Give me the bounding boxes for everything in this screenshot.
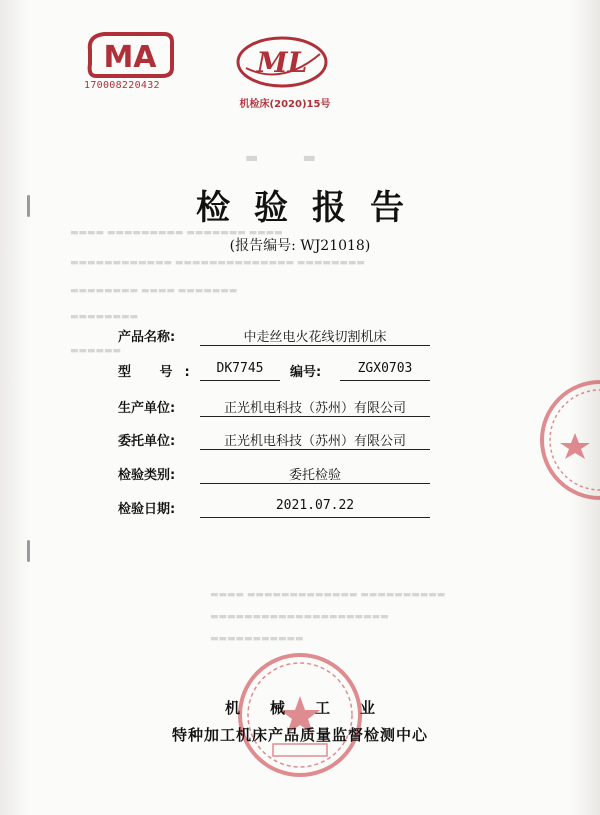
field-label: 检验日期: — [118, 502, 176, 517]
bleed-through: ▬▬▬▬ ▬▬▬▬▬▬▬▬▬▬▬▬▬ ▬▬▬▬▬▬▬▬▬▬ — [210, 590, 446, 600]
bleed-through: ▬▬▬▬▬▬▬▬▬▬▬▬▬▬▬▬▬▬▬▬▬ — [210, 612, 389, 622]
cma-mark-text: MA — [103, 40, 157, 75]
issuer-line-1: 机械工业 — [224, 699, 405, 717]
field-label: 产品名称: — [118, 330, 176, 345]
ml-logo — [232, 34, 332, 90]
bleed-through: ▬▬▬▬▬▬▬▬ — [70, 312, 139, 322]
field-inspection-date — [118, 498, 438, 522]
field-value: 2021.07.22 — [200, 498, 430, 518]
document-title: 检验报告 — [196, 188, 428, 228]
official-seal-edge — [535, 375, 600, 505]
field-label: 编号: — [290, 365, 322, 380]
field-client — [118, 430, 438, 454]
ml-mark-text: ML — [256, 46, 308, 79]
report-number: (报告编号: WJ21018) — [229, 238, 371, 254]
bleed-through: ▬▬▬▬▬▬▬▬▬▬▬▬ ▬▬▬▬▬▬▬▬▬▬▬▬▬▬ ▬▬▬▬▬▬▬▬ — [70, 258, 365, 268]
field-value: ZGX0703 — [340, 361, 430, 381]
issuer-line-2: 特种加工机床产品质量监督检测中心 — [171, 726, 428, 744]
bleed-through: ▬ ▬ — [245, 150, 336, 166]
bleed-through: ▬▬▬▬▬▬ — [70, 346, 122, 356]
bleed-through: ▬▬▬▬ ▬▬▬▬▬▬▬▬▬ ▬▬▬▬▬▬▬ ▬▬▬▬ — [70, 228, 283, 238]
field-product-name — [118, 326, 438, 350]
punch-hole — [27, 540, 30, 562]
field-value: 委托检验 — [200, 464, 430, 484]
field-label: 委托单位: — [118, 434, 176, 449]
field-label: 生产单位: — [118, 401, 176, 416]
field-manufacturer — [118, 397, 438, 421]
field-label: 检验类别: — [118, 468, 176, 483]
ml-number: 机检床(2020)15号 — [239, 99, 331, 110]
bleed-through: ▬▬▬▬▬▬▬▬▬▬▬ — [210, 634, 304, 644]
field-value: 中走丝电火花线切割机床 — [200, 326, 430, 346]
field-value: 正光机电科技（苏州）有限公司 — [200, 397, 430, 417]
field-serial — [290, 361, 440, 385]
bleed-through: ▬▬▬▬▬▬▬▬ ▬▬▬▬ ▬▬▬▬▬▬▬ — [70, 286, 238, 296]
field-value: 正光机电科技（苏州）有限公司 — [200, 430, 430, 450]
field-value: DK7745 — [200, 361, 280, 381]
cma-number: 170008220432 — [84, 80, 160, 91]
field-label: 型 号: — [118, 365, 202, 380]
field-inspection-type — [118, 464, 438, 488]
